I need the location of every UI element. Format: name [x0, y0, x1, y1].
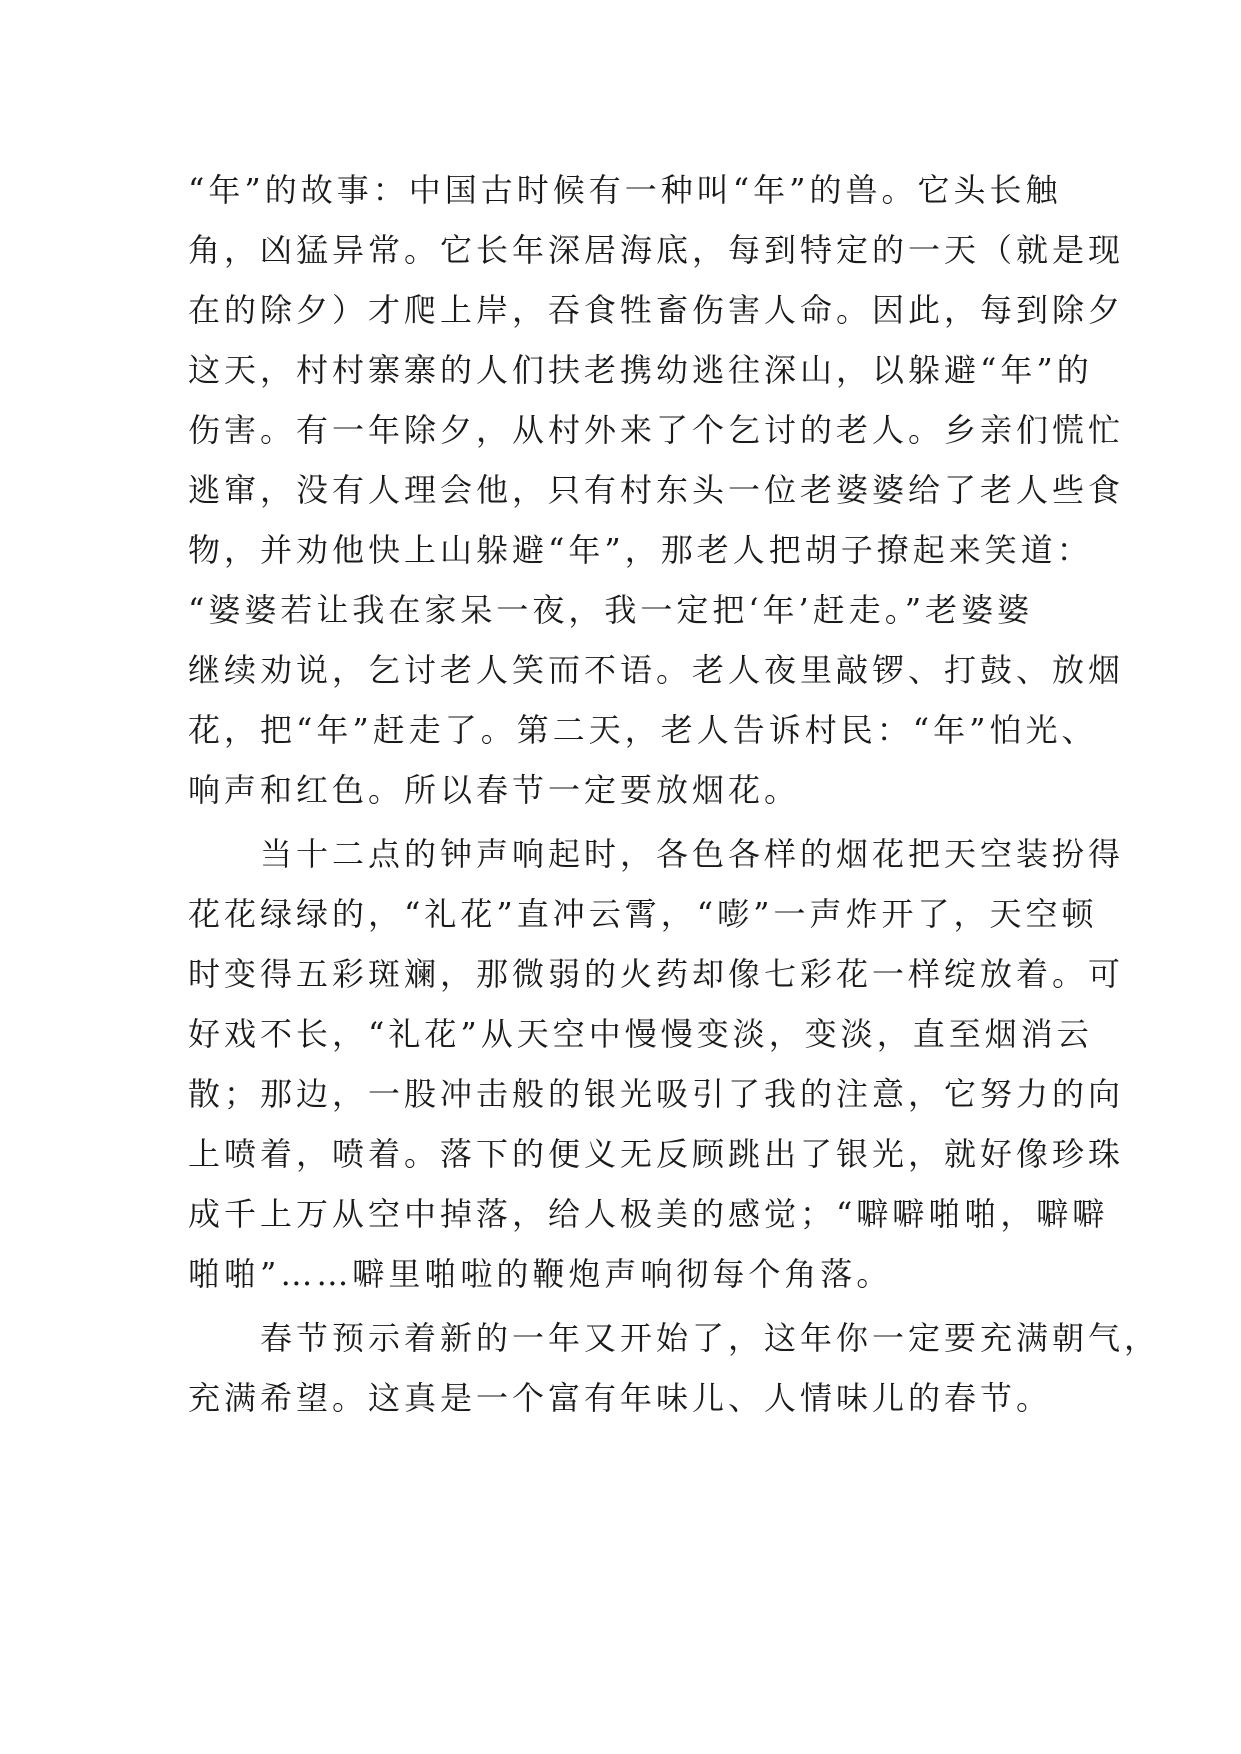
text-line: 伤害。有一年除夕，从村外来了个乞讨的老人。乡亲们慌忙 — [188, 411, 1125, 449]
text-line: 上喷着，喷着。落下的便义无反顾跳出了银光，就好像珍珠 — [188, 1135, 1125, 1173]
text-line: “年”的故事：中国古时候有一种叫“年”的兽。它头长触 — [188, 171, 1062, 209]
paragraph-fireworks — [188, 824, 1125, 1304]
text-line: 好戏不长，“礼花”从天空中慢慢变淡，变淡，直至烟消云 — [188, 1015, 1093, 1053]
text-line: 响声和红色。所以春节一定要放烟花。 — [188, 771, 801, 809]
text-line: 在的除夕）才爬上岸，吞食牲畜伤害人命。因此，每到除夕 — [188, 291, 1125, 329]
text-line: 当十二点的钟声响起时，各色各样的烟花把天空装扮得 — [188, 835, 1125, 873]
text-line: 充满希望。这真是一个富有年味儿、人情味儿的春节。 — [188, 1379, 1053, 1417]
paragraph-nian-story — [188, 160, 1125, 820]
text-line: 时变得五彩斑斓，那微弱的火药却像七彩花一样绽放着。可 — [188, 955, 1125, 993]
document-body — [188, 160, 1161, 1428]
text-line: 角，凶猛异常。它长年深居海底，每到特定的一天（就是现 — [188, 231, 1125, 269]
text-line: 啪啪”……噼里啪啦的鞭炮声响彻每个角落。 — [188, 1255, 893, 1293]
text-line: 物，并劝他快上山躲避“年”，那老人把胡子撩起来笑道： — [188, 531, 1093, 569]
text-line: 花花绿绿的，“礼花”直冲云霄，“嘭”一声炸开了，天空顿 — [188, 895, 1098, 933]
text-line: 散；那边，一股冲击般的银光吸引了我的注意，它努力的向 — [188, 1075, 1125, 1113]
text-line: 花，把“年”赶走了。第二天，老人告诉村民：“年”怕光、 — [188, 711, 1098, 749]
text-line: 继续劝说，乞讨老人笑而不语。老人夜里敲锣、打鼓、放烟 — [188, 651, 1125, 689]
text-line: 春节预示着新的一年又开始了，这年你一定要充满朝气， — [188, 1319, 1161, 1357]
text-line: “婆婆若让我在家呆一夜，我一定把‘年’赶走。”老婆婆 — [188, 591, 1034, 629]
text-line: 成千上万从空中掉落，给人极美的感觉；“噼噼啪啪，噼噼 — [188, 1195, 1109, 1233]
text-line: 这天，村村寨寨的人们扶老携幼逃往深山，以躲避“年”的 — [188, 351, 1093, 389]
paragraph-conclusion — [188, 1308, 1161, 1428]
text-line: 逃窜，没有人理会他，只有村东头一位老婆婆给了老人些食 — [188, 471, 1125, 509]
